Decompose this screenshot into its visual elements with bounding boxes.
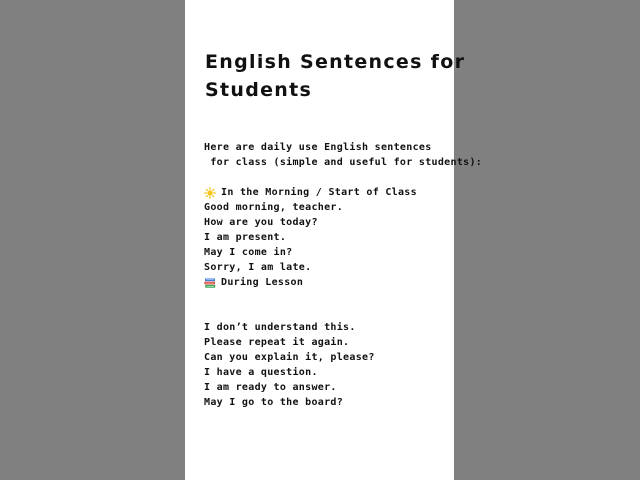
section-heading-label: During Lesson [221, 277, 304, 288]
document-body [204, 140, 483, 410]
sentence: Sorry, I am late. [204, 262, 312, 273]
section-heading-morning [204, 185, 454, 200]
intro-line-1: Here are daily use English sentences [204, 142, 432, 153]
title-line-2: Students [205, 79, 313, 101]
intro-line-2: for class (simple and useful for students): [204, 157, 483, 168]
sentence: May I come in? [204, 247, 293, 258]
sentence: I am ready to answer. [204, 382, 337, 393]
sentence: I am present. [204, 232, 287, 243]
sentence: How are you today? [204, 217, 318, 228]
sentence: May I go to the board? [204, 397, 344, 408]
section-heading-lesson [204, 275, 454, 290]
title-line-1: English Sentences for [205, 51, 466, 73]
sentence: I don’t understand this. [204, 322, 356, 333]
sentence: Please repeat it again. [204, 337, 350, 348]
page-title [205, 48, 466, 104]
section-heading-label: In the Morning / Start of Class [221, 187, 417, 198]
sentence: Can you explain it, please? [204, 352, 375, 363]
books-icon [204, 277, 216, 289]
document-page [185, 0, 483, 480]
sun-icon [204, 187, 216, 199]
sentence: Good morning, teacher. [204, 202, 344, 213]
sentence: I have a question. [204, 367, 318, 378]
